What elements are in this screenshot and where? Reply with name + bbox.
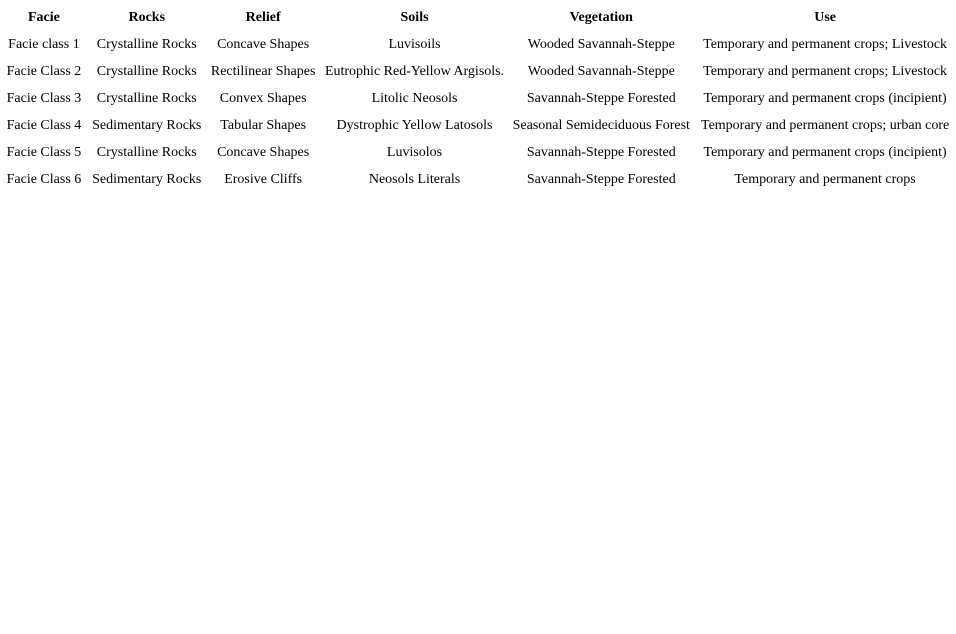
cell-vegetation: Wooded Savannah-Steppe xyxy=(527,64,675,79)
header-facie: Facie xyxy=(28,10,60,25)
cell-rocks: Crystalline Rocks xyxy=(96,37,197,52)
cell-facie: Facie Class 5 xyxy=(6,145,82,160)
cell-rocks: Crystalline Rocks xyxy=(96,64,197,79)
cell-vegetation: Seasonal Semideciduous Forest xyxy=(512,118,690,133)
cell-use: Temporary and permanent crops (incipient) xyxy=(703,91,947,106)
table-row xyxy=(0,31,956,58)
cell-facie: Facie Class 4 xyxy=(6,118,82,133)
cell-rocks: Crystalline Rocks xyxy=(96,91,197,106)
cell-soils: Luvisoils xyxy=(388,37,441,52)
cell-relief: Erosive Cliffs xyxy=(224,172,303,187)
header-relief: Relief xyxy=(245,10,281,25)
header-rocks: Rocks xyxy=(128,10,166,25)
cell-soils: Neosols Literals xyxy=(368,172,461,187)
cell-rocks: Sedimentary Rocks xyxy=(92,172,202,187)
cell-rocks: Crystalline Rocks xyxy=(96,145,197,160)
cell-vegetation: Wooded Savannah-Steppe xyxy=(527,37,675,52)
cell-relief: Rectilinear Shapes xyxy=(210,64,316,79)
cell-rocks: Sedimentary Rocks xyxy=(92,118,202,133)
cell-soils: Luvisolos xyxy=(386,145,443,160)
cell-facie: Facie Class 6 xyxy=(6,172,82,187)
table-body xyxy=(0,31,956,193)
cell-soils: Eutrophic Red-Yellow Argisols. xyxy=(324,64,505,79)
header-soils: Soils xyxy=(400,10,429,25)
cell-relief: Tabular Shapes xyxy=(220,118,307,133)
cell-vegetation: Savannah-Steppe Forested xyxy=(526,91,676,106)
header-use: Use xyxy=(814,10,836,25)
cell-facie: Facie class 1 xyxy=(8,37,80,52)
cell-facie: Facie Class 2 xyxy=(6,64,82,79)
cell-use: Temporary and permanent crops; Livestock xyxy=(703,64,948,79)
table-row xyxy=(0,85,956,112)
cell-use: Temporary and permanent crops; Livestock xyxy=(703,37,948,52)
table-row xyxy=(0,139,956,166)
cell-vegetation: Savannah-Steppe Forested xyxy=(526,145,676,160)
facies-table xyxy=(0,4,956,193)
cell-soils: Dystrophic Yellow Latosols xyxy=(336,118,493,133)
header-vegetation: Vegetation xyxy=(569,10,633,25)
cell-facie: Facie Class 3 xyxy=(6,91,82,106)
cell-use: Temporary and permanent crops; urban core xyxy=(701,118,950,133)
cell-relief: Convex Shapes xyxy=(219,91,307,106)
header-row xyxy=(0,4,956,31)
cell-relief: Concave Shapes xyxy=(217,145,310,160)
table-header xyxy=(0,4,956,31)
cell-use: Temporary and permanent crops xyxy=(734,172,916,187)
facies-table-container xyxy=(0,4,956,193)
cell-relief: Concave Shapes xyxy=(217,37,310,52)
table-row xyxy=(0,166,956,193)
cell-vegetation: Savannah-Steppe Forested xyxy=(526,172,676,187)
cell-use: Temporary and permanent crops (incipient) xyxy=(703,145,947,160)
table-row xyxy=(0,112,956,139)
cell-soils: Litolic Neosols xyxy=(371,91,458,106)
table-row xyxy=(0,58,956,85)
